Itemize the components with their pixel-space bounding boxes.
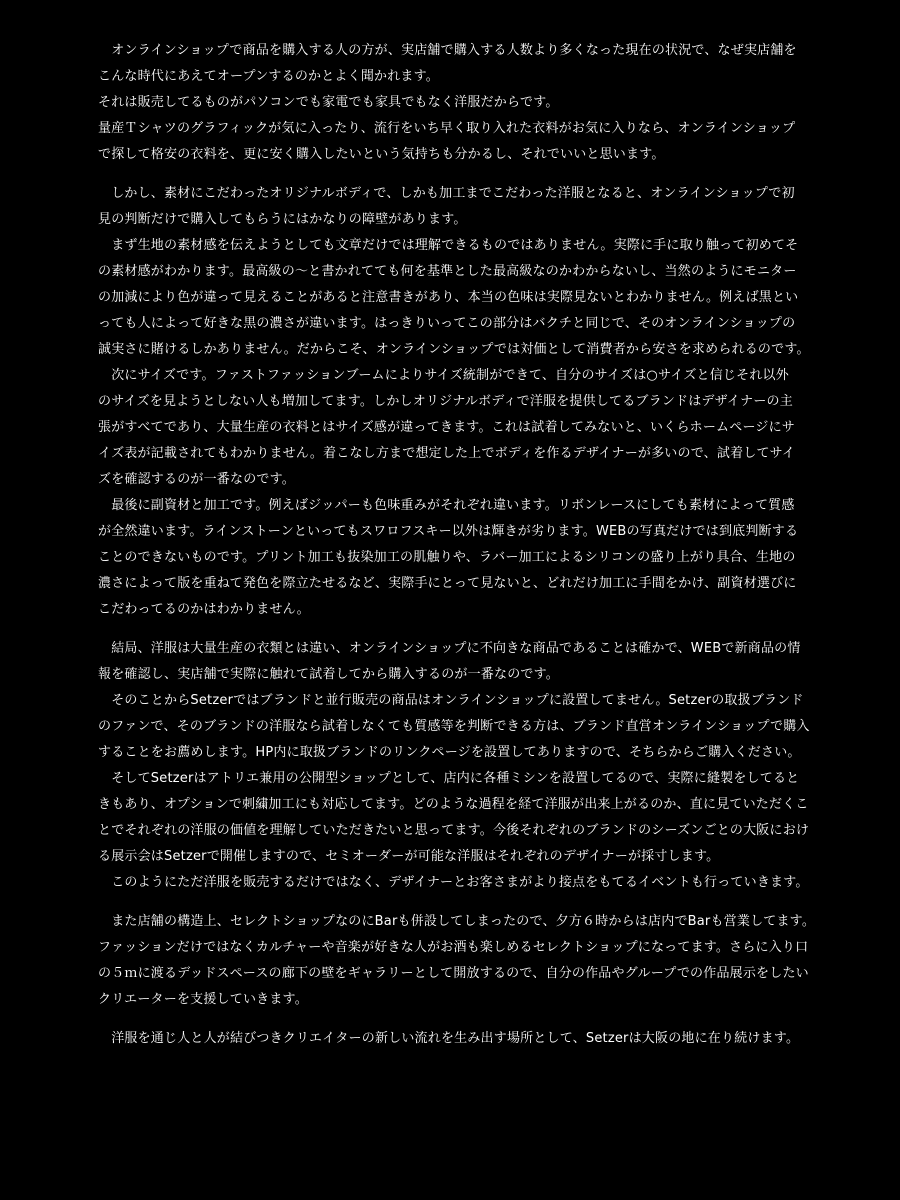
- text-line: こだわってるのかはわかりません。: [98, 602, 310, 617]
- text-line: ズを確認するのが一番なのです。: [98, 472, 295, 487]
- paragraph-why-physical-store: [98, 38, 808, 168]
- text-line: まず生地の素材感を伝えようとしても文章だけでは理解できるものではありません。実際に手に取り触って初めてそ: [98, 238, 799, 253]
- text-line: のサイズを見ようとしない人も増加してます。しかしオリジナルボディで洋服を提供してるブランドはデザイナーの主: [98, 394, 793, 409]
- text-line: オンラインショップで商品を購入する人の方が、実店舗で購入する人数より多くなった現在の状況で、なぜ実店舗を: [98, 43, 797, 58]
- text-line: 見の判断だけで購入してもらうにはかなりの障壁があります。: [98, 212, 467, 227]
- text-line: とでそれぞれの洋服の価値を理解していただきたいと思ってます。今後それぞれのブランドのシーズンごとの大阪におけ: [98, 823, 810, 838]
- text-line: で探して格安の衣料を、更に安く購入したいという気持ちも分かるし、それでいいと思います。: [98, 147, 665, 162]
- paragraph-setzer-policy: [98, 636, 808, 896]
- text-line: 結局、洋服は大量生産の衣類とは違い、オンラインショップに不向きな商品であることは確かで、WEBで新商品の情: [98, 641, 801, 656]
- text-line: の素材感がわかります。最高級の〜と書かれてても何を基準とした最高級なのかわからないし、当然のようにモニター: [98, 264, 797, 279]
- text-line: 濃さによって版を重ねて発色を際立たせるなど、実際手にとって見ないと、どれだけ加工に手間をかけ、副資材選びに: [98, 576, 797, 591]
- text-line: それは販売してるものがパソコンでも家電でも家具でもなく洋服だからです。: [98, 95, 559, 110]
- text-line: そしてSetzerはアトリエ兼用の公開型ショップとして、店内に各種ミシンを設置してるので、実際に縫製をしてると: [98, 771, 800, 786]
- text-line: ファッションだけではなくカルチャーや音楽が好きな人がお酒も楽しめるセレクトショップになってます。さらに入り口: [98, 940, 809, 955]
- text-line: このようにただ洋服を販売するだけではなく、デザイナーとお客さまがより接点をもてるイベントも行っていきます。: [98, 875, 809, 890]
- text-line: 最後に副資材と加工です。例えばジッパーも色味重みがそれぞれ違います。リボンレースにしても素材によって質感: [98, 498, 795, 513]
- text-line: の加減により色が違って見えることがあると注意書きがあり、本当の色味は実際見ないとわかりません。例えば黒とい: [98, 290, 799, 305]
- text-line: こんな時代にあえてオープンするのかとよく聞かれます。: [98, 69, 439, 84]
- text-line: が全然違います。ラインストーンといってもスワロフスキー以外は輝きが劣ります。WEBの写真だけでは到底判断する: [98, 524, 799, 539]
- text-line: することをお薦めします。HP内に取扱ブランドのリンクページを設置してありますので、そちらからご購入ください。: [98, 745, 801, 760]
- text-line: っても人によって好きな黒の濃さが違います。はっきりいってこの部分はバクチと同じで、そのオンラインショップの: [98, 316, 796, 331]
- text-line: 張がすべてであり、大量生産の衣料とはサイズ感が違ってきます。これは試着してみないと、いくらホームページにサ: [98, 420, 796, 435]
- paragraph-closing-statement: [98, 1026, 808, 1052]
- paragraph-material-size-finishing: [98, 181, 808, 623]
- text-line: 報を確認し、実店舗で実際に触れて試着してから購入するのが一番なのです。: [98, 667, 559, 682]
- text-line: きもあり、オプションで刺繍加工にも対応してます。どのような過程を経て洋服が出来上がるのか、直に見ていただくこ: [98, 797, 809, 812]
- text-line: る展示会はSetzerで開催しますので、セミオーダーが可能な洋服はそれぞれのデザイナーが採寸します。: [98, 849, 720, 864]
- text-line: の５ｍに渡るデッドスペースの廊下の壁をギャラリーとして開放するので、自分の作品やグループでの作品展示をしたい: [98, 966, 809, 981]
- text-line: しかし、素材にこだわったオリジナルボディで、しかも加工までこだわった洋服となると、オンラインショップで初: [98, 186, 795, 201]
- text-line: イズ表が記載されてもわかりません。着こなし方まで想定した上でボディを作るデザイナーが多いので、試着してサイ: [98, 446, 796, 461]
- article-body: [98, 38, 816, 1052]
- paragraph-bar-and-gallery: [98, 909, 816, 1013]
- text-line: また店舗の構造上、セレクトショップなのにBarも併設してしまったので、夕方６時からは店内でBarも営業してます。: [98, 914, 816, 929]
- text-line: 量産Ｔシャツのグラフィックが気に入ったり、流行をいち早く取り入れた衣料がお気に入りなら、オンラインショップ: [98, 121, 796, 136]
- text-line: 次にサイズです。ファストファッションブームによりサイズ統制ができて、自分のサイズは○サイズと信じそれ以外: [98, 368, 789, 383]
- text-line: クリエーターを支援していきます。: [98, 992, 308, 1007]
- text-line: のファンで、そのブランドの洋服なら試着しなくても質感等を判断できる方は、ブランド直営オンラインショップで購入: [98, 719, 810, 734]
- text-line: ことのできないものです。プリント加工も抜染加工の肌触りや、ラバー加工によるシリコンの盛り上がり具合、生地の: [98, 550, 796, 565]
- text-line: 洋服を通じ人と人が結びつきクリエイターの新しい流れを生み出す場所として、Setzerは大阪の地に在り続けます。: [98, 1031, 800, 1046]
- text-line: 誠実さに賭けるしかありません。だからこそ、オンラインショップでは対価として消費者から安さを求められるのです。: [98, 342, 810, 357]
- text-line: そのことからSetzerではブランドと並行販売の商品はオンラインショップに設置してません。Setzerの取扱ブランド: [98, 693, 804, 708]
